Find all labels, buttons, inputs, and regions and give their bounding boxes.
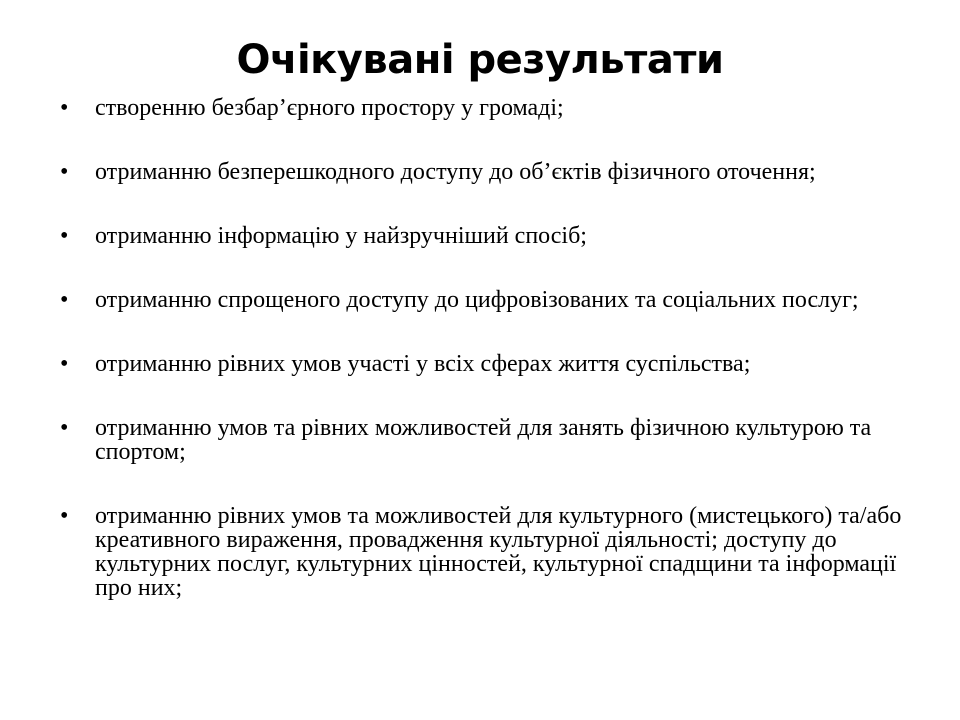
- list-item: [60, 224, 920, 248]
- bullet-icon: •: [60, 223, 69, 249]
- bullet-icon: •: [60, 415, 69, 441]
- bullet-icon: •: [60, 95, 69, 121]
- list-item: [60, 504, 920, 600]
- bullet-icon: •: [60, 351, 69, 377]
- bullet-icon: •: [60, 159, 69, 185]
- bullet-list: [60, 96, 920, 600]
- list-item: [60, 160, 920, 184]
- list-item-text: отриманню спрощеного доступу до цифровізованих та соціальних послуг;: [95, 287, 859, 313]
- bullet-icon: •: [60, 503, 69, 529]
- list-item: [60, 416, 920, 464]
- list-item-text: отриманню безперешкодного доступу до об’єктів фізичного оточення;: [95, 159, 816, 185]
- list-item: [60, 96, 920, 120]
- list-item-text: отриманню умов та рівних можливостей для занять фізичною культурою та спортом;: [95, 415, 872, 465]
- list-item-text: отриманню інформацію у найзручніший спосіб;: [95, 223, 587, 249]
- slide-title: Очікувані результати: [236, 37, 724, 83]
- list-item-text: отриманню рівних умов участі у всіх сферах життя суспільства;: [95, 351, 751, 377]
- list-item-text: отриманню рівних умов та можливостей для культурного (мистецького) та/або креативного вираження, провадження культурної діяльності; доступу до культурних послуг, культурних цінностей, культурної спадщини та інформації про них;: [95, 503, 902, 601]
- list-item: [60, 288, 920, 312]
- list-item-text: створенню безбар’єрного простору у громаді;: [95, 95, 564, 121]
- bullet-icon: •: [60, 287, 69, 313]
- list-item: [60, 352, 920, 376]
